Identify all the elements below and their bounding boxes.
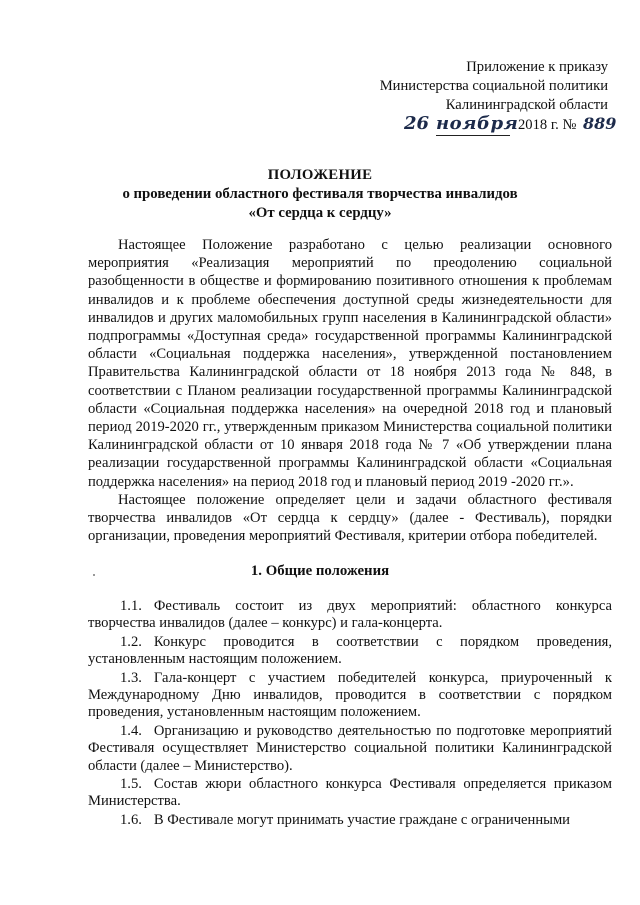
- clause-number: 1.2.: [120, 633, 142, 650]
- handwritten-month: ноября: [436, 113, 519, 134]
- clause-number: 1.6.: [120, 811, 142, 828]
- month-underline: [436, 135, 510, 136]
- clause-text: Гала-концерт с участием победителей конкурса, приуроченный к Международному Дню инвалидов, проводится в соответствии с порядком проведения, установленным настоящим положением.: [88, 669, 612, 721]
- clause-1-1: [88, 598, 612, 633]
- clause-number: 1.3.: [120, 669, 142, 686]
- intro-paragraph-1: Настоящее Положение разработано с целью реализации основного мероприятия «Реализация мероприятий по преодолению социальной разобщенности в обществе и формированию позитивного отношения к проблемам инвалидов и к проблеме обеспечения доступной среды жизнедеятельности для инвалидов и других маломобильных групп населения в Калининградской области» подпрограммы «Доступная среда» государственной программы Калининградской области «Социальная поддержка населения», утвержденной постановлением Правительства Калининградской области от 18 ноября 2013 года № 848, в соответствии с Планом реализации государственной программы Калининградской области «Социальная поддержка населения» на очередной 2018 год и плановый период 2019-2020 гг., утвержденным приказом Министерства социальной политики Калининградской области от 10 января 2018 года № 7 «Об утверждении плана реализации государственной программы Калининградской области «Социальная поддержка населения» на период 2018 год и плановый период 2019 -2020 гг.».: [88, 237, 612, 490]
- clause-number: 1.4.: [120, 722, 142, 739]
- appendix-header: [348, 58, 617, 138]
- title-line-3: «От сердца к сердцу»: [248, 205, 392, 221]
- title-line-2: о проведении областного фестиваля творчества инвалидов: [122, 186, 518, 202]
- clause-number: 1.5.: [120, 776, 142, 793]
- section-1-items: [88, 598, 612, 829]
- appendix-line-3: Калининградской области: [445, 97, 608, 113]
- order-date-line: [348, 113, 617, 138]
- intro-section: [88, 236, 612, 545]
- clause-text: Организацию и руководство деятельностью по подготовке мероприятий Фестиваля осуществляет Министерство социальной политики Калининградской области (далее – Министерство).: [88, 722, 612, 774]
- clause-1-3: [88, 670, 612, 722]
- clause-text: В Фестивале могут принимать участие граждане с ограниченными: [153, 811, 570, 828]
- handwritten-day: 26: [404, 113, 430, 134]
- clause-text: Состав жюри областного конкурса Фестиваля определяется приказом Министерства.: [88, 776, 612, 810]
- clause-number: 1.1.: [120, 598, 142, 614]
- appendix-line-1: Приложение к приказу: [466, 59, 608, 75]
- title-line-1: ПОЛОЖЕНИЕ: [267, 167, 373, 183]
- clause-1-4: [88, 723, 612, 775]
- section-1-heading: 1. Общие положения: [250, 563, 390, 579]
- clause-1-5: [88, 776, 612, 811]
- appendix-line-2: Министерства социальной политики: [379, 78, 608, 94]
- order-year: 2018 г. №: [518, 117, 577, 133]
- intro-paragraph-2: Настоящее положение определяет цели и задачи областного фестиваля творчества инвалидов «От сердца к сердцу» (далее - Фестиваль), порядки организации, проведения мероприятий Фестиваля, критерии отбора победителей.: [88, 491, 612, 545]
- clause-text: Конкурс проводится в соответствии с порядком проведения, установленным настоящим положением.: [88, 633, 612, 668]
- clause-1-6: [88, 812, 612, 829]
- clause-text: Фестиваль состоит из двух мероприятий: областного конкурса творчества инвалидов (далее – конкурс) и гала-концерта.: [88, 598, 612, 632]
- clause-1-2: [88, 634, 612, 669]
- handwritten-order-number: 889: [583, 114, 617, 133]
- document-title: [0, 166, 640, 223]
